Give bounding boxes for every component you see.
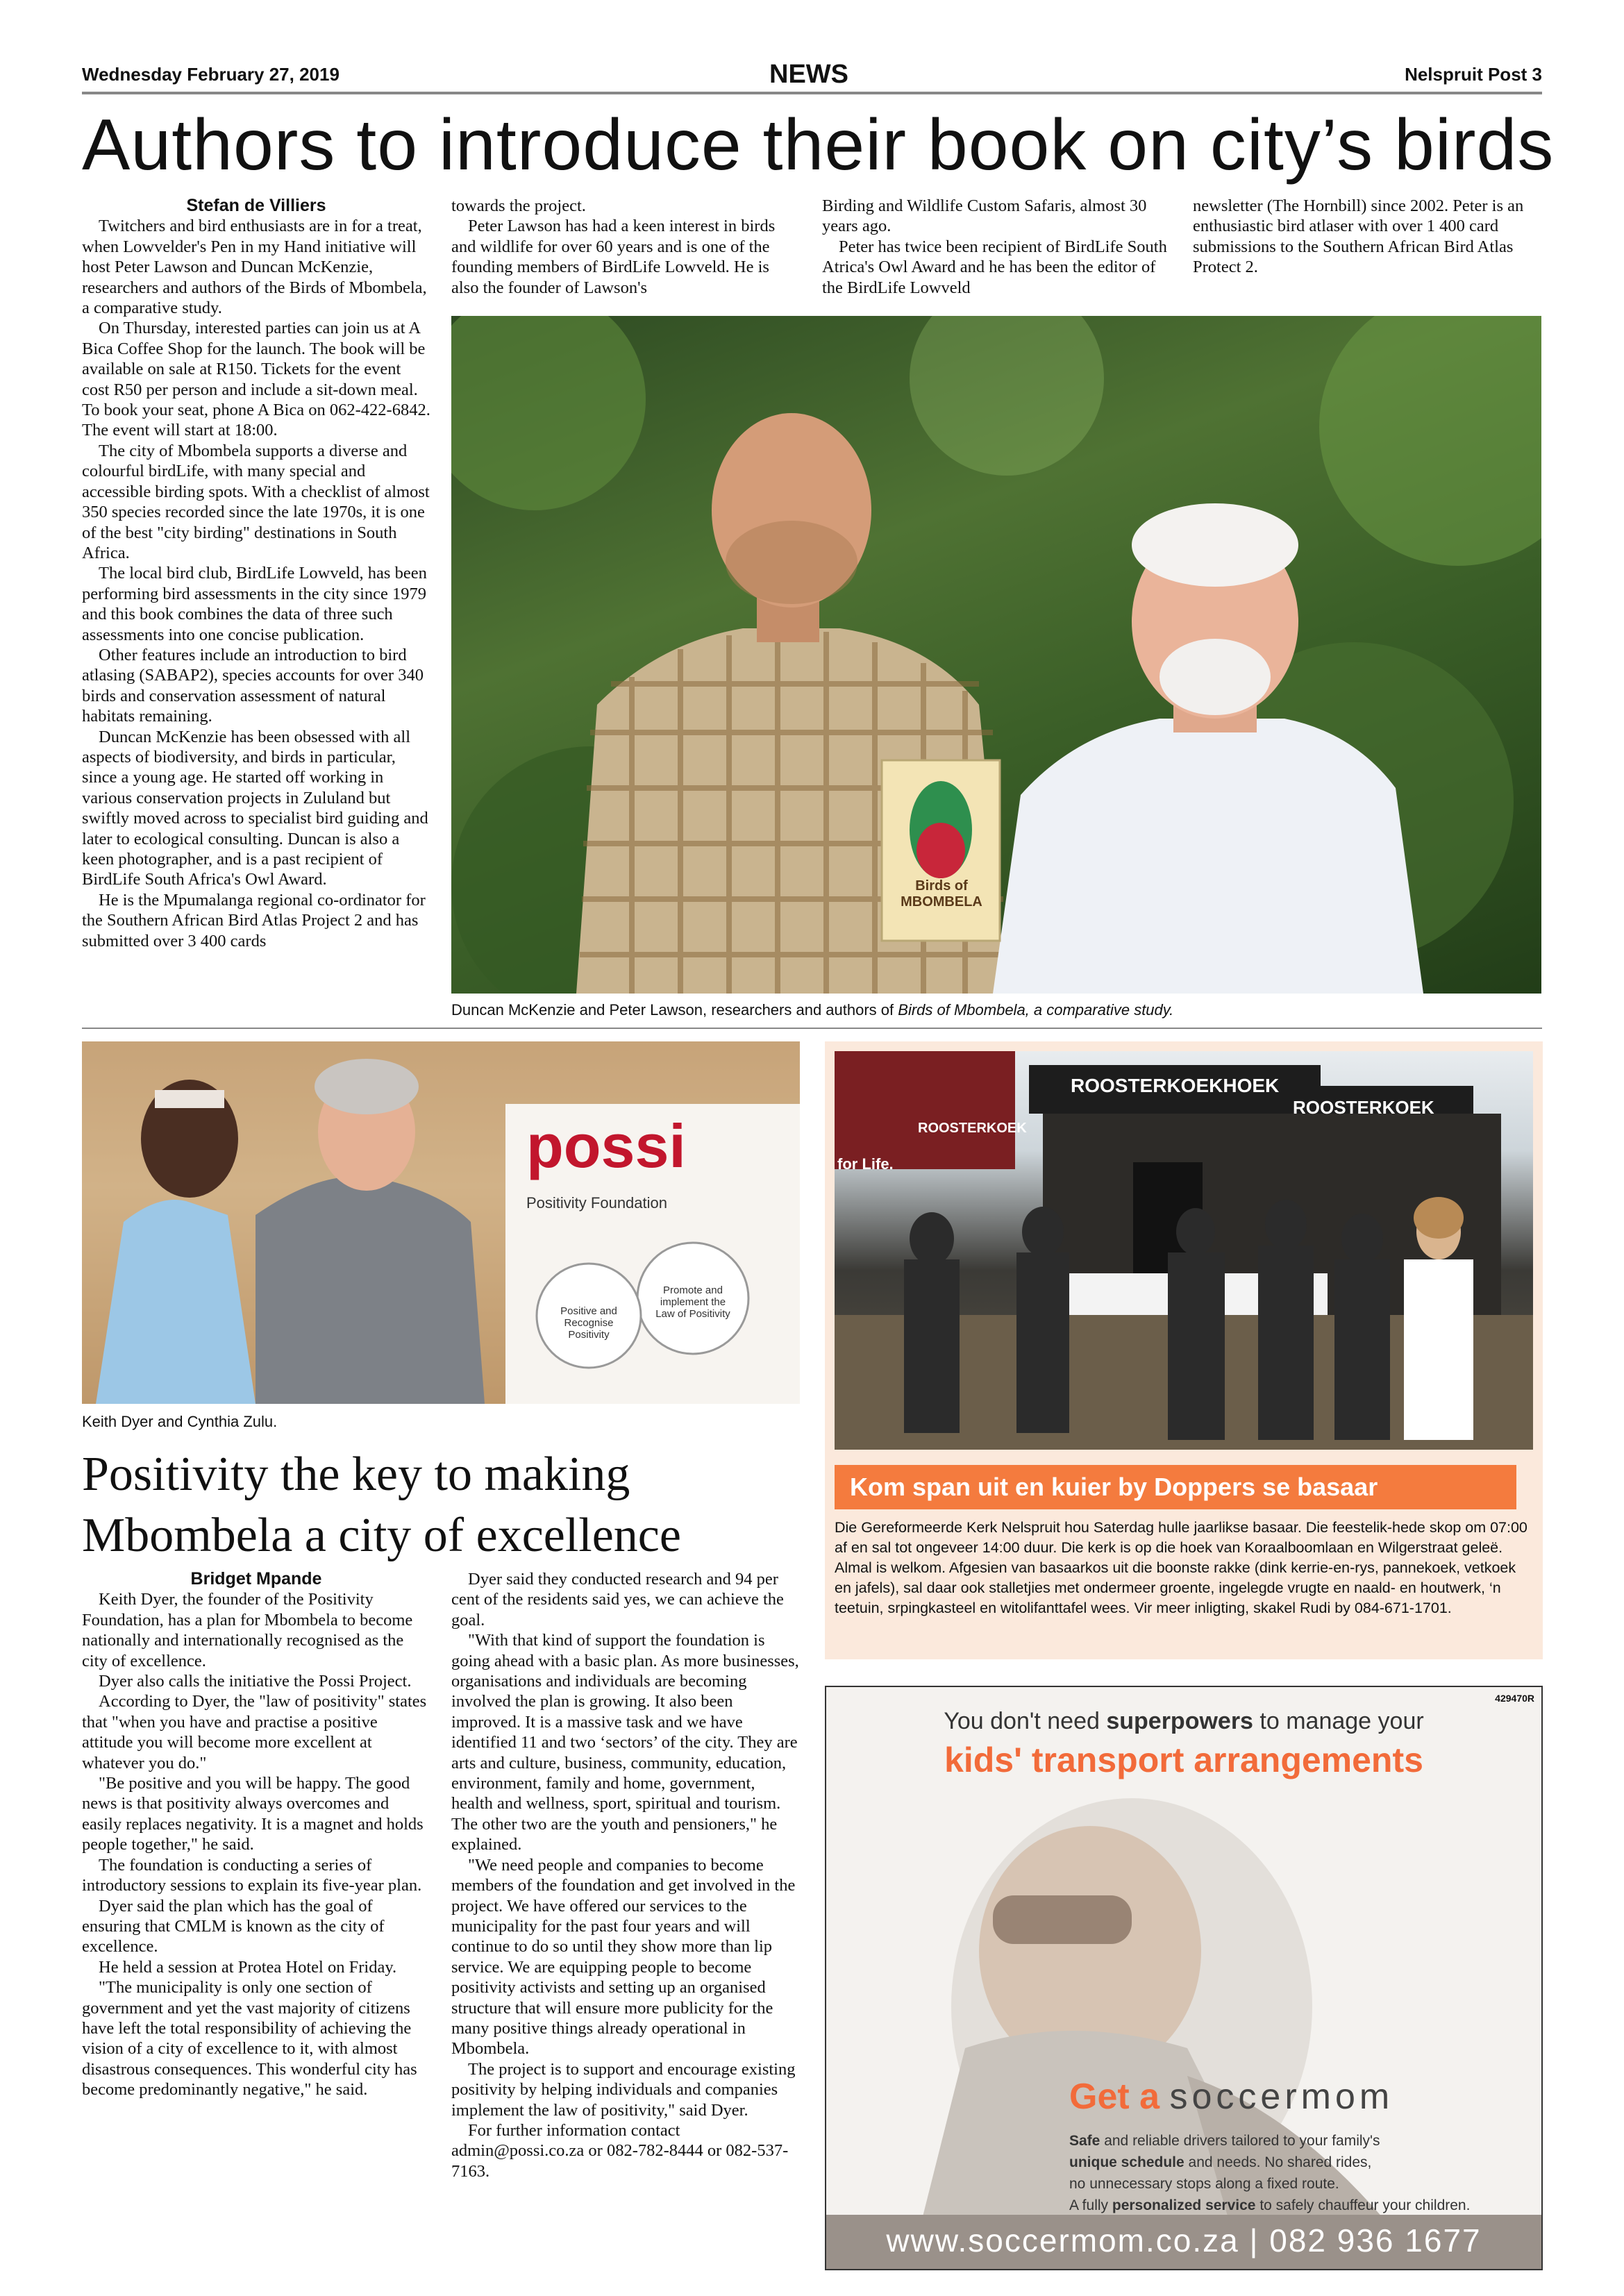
stall-sign-right: ROOSTERKOEK — [1293, 1097, 1434, 1118]
dyer-zulu-photo-illustration — [82, 1041, 800, 1404]
ad-phone: 082 936 1677 — [1269, 2222, 1482, 2259]
paragraph: For further information contact admin@possi.co.za or 082-782-8444 or 082-537-7163. — [451, 2120, 789, 2181]
paragraph: Keith Dyer, the founder of the Positivity Foundation, has a plan for Mbombela to become nationally and internationally recognised as the city of excellence. — [82, 1590, 413, 1670]
banner-fragment: for Life. — [837, 1155, 894, 1173]
paragraph: Dyer also calls the initiative the Possi Project. — [99, 1672, 412, 1691]
paragraph: Peter Lawson has had a keen interest in birds and wildlife for over 60 years and is one of the founding members of BirdLife Lowveld. He is also the founder of Lawson's — [451, 217, 776, 297]
paragraph: Duncan McKenzie has been obsessed with all aspects of biodiversity, and birds in particular, since a young age. He started off working in various conservation projects in Zululand but swiftly moved across to specialist bird guiding and later to ecological consulting. Duncan is also a keen photographer, and is a past recipient of BirdLife South Africa's Owl Award. — [82, 727, 428, 889]
paragraph: Peter has twice been recipient of BirdLife South Atrica's Owl Award and he has been the editor of the BirdLife Lowveld — [822, 237, 1167, 297]
banner-bubble-2: Promote and implement the Law of Positivity — [655, 1284, 730, 1320]
story1-column-1 — [82, 196, 430, 951]
story2-photo — [82, 1041, 800, 1404]
story2-column-1 — [82, 1569, 430, 2100]
bazaar-headline: Kom span uit en kuier by Doppers se basaar — [835, 1465, 1516, 1509]
paragraph: "With that kind of support the foundation is going ahead with a basic plan. As more businesses, organisations and individuals are becoming involved the plan is growing. It also been improved. It is a massive task and we have identified 11 and two ‘sectors’ of the city. They are arts and culture, business, community, education, environment, family and home, government, health and wellness, sport, spiritual and tourism. The other two are the youth and pensioners," he explained. — [451, 1631, 799, 1854]
paragraph: Other features include an introduction to bird atlasing (SABAP2), species accounts for over 340 birds and conservation assessment of natural habitats remaining. — [82, 645, 424, 726]
ad-url-link[interactable]: www.soccermom.co.za — [886, 2222, 1239, 2259]
issue-date: Wednesday February 27, 2019 — [82, 64, 340, 85]
paper-page: Nelspruit Post 3 — [1405, 64, 1542, 85]
stall-sign-main: ROOSTERKOEKHOEK — [1071, 1075, 1280, 1096]
book-cover-title: Birds of MBOMBELA — [901, 878, 982, 910]
paragraph: The foundation is conducting a series of introductory sessions to explain its five-year plan. — [82, 1855, 422, 1895]
story1-photo — [451, 316, 1541, 994]
story2-photo-caption: Keith Dyer and Cynthia Zulu. — [82, 1413, 278, 1430]
ad-brand: Get a soccermom — [1069, 2077, 1394, 2117]
story1-byline: Stefan de Villiers — [186, 196, 326, 215]
paragraph: towards the project. — [451, 196, 586, 215]
paragraph: The city of Mbombela supports a diverse and colourful birdLife, with many special and accessible birding spots. With a checklist of almost 350 species recorded since the late 1970s, it is one of the best "city birding" destinations in South Africa. — [82, 441, 430, 562]
banner-bubble-1: Positive and Recognise Positivity — [560, 1305, 617, 1341]
ad-line-2: kids' transport arrangements — [944, 1741, 1423, 1779]
story2-column-2 — [451, 1569, 800, 2181]
soccermom-ad — [825, 1686, 1543, 2270]
paragraph: According to Dyer, the "law of positivity" states that "when you have and practise a positive attitude you will become more excellent at whatever you do." — [82, 1692, 427, 1773]
ad-line-1: You don't need superpowers to manage your — [944, 1708, 1424, 1734]
paragraph: The local bird club, BirdLife Lowveld, has been performing bird assessments in the city since 1979 and this book combines the data of three such assessments into one concise publication. — [82, 564, 427, 644]
story1-photo-caption: Duncan McKenzie and Peter Lawson, researchers and authors of Birds of Mbombela, a comparative study. — [451, 1001, 1174, 1019]
story2-headline: Positivity the key to making Mbombela a city of excellence — [82, 1448, 681, 1562]
paragraph: "Be positive and you will be happy. The good news is that positivity always overcomes and easily replaces negativity. It is a magnet and holds people together," he said. — [82, 1774, 424, 1854]
story1-column-3 — [822, 196, 1171, 298]
possi-banner-subtitle: Positivity Foundation — [526, 1194, 667, 1212]
paragraph: newsletter (The Hornbill) since 2002. Peter is an enthusiastic bird atlaser with over 1 400 card submissions to the Southern African Bird Atlas Protect 2. — [1193, 196, 1524, 277]
story2-byline: Bridget Mpande — [190, 1569, 322, 1589]
header-rule — [82, 92, 1542, 94]
paragraph: Dyer said they conducted research and 94 per cent of the residents said yes, we can achieve the goal. — [451, 1570, 784, 1629]
paragraph: "The municipality is only one section of government and yet the vast majority of citizens have left the total responsibility of achieving the vision of a city of excellence to it, with almost disastrous consequences. This wonderful city has become predominantly negative," he said. — [82, 1978, 417, 2100]
story1-column-2 — [451, 196, 800, 298]
bazaar-photo — [835, 1051, 1533, 1450]
ad-contact: www.soccermom.co.za | 082 936 1677 — [886, 2222, 1482, 2259]
paragraph: "We need people and companies to become members of the foundation and get involved in the project. We have offered our services to the municipality for the past four years and will continue to do so until they show more than lip service. We are equipping people to become positivity activists and setting up an organised structure that will ensure more publicity for the many positive things already operational in Mbombela. — [451, 1855, 796, 2059]
paragraph: On Thursday, interested parties can join us at A Bica Coffee Shop for the launch. The book will be available on sale at R150. Tickets for the event cost R50 per person and include a sit-down meal. To book your seat, phone A Bica on 062-422-6842. — [82, 319, 430, 420]
authors-photo-illustration — [451, 316, 1541, 994]
story1-column-4 — [1193, 196, 1540, 278]
paragraph: Twitchers and bird enthusiasts are in for a treat, when Lowvelder's Pen in my Hand initiative will host Peter Lawson and Duncan McKenzie, researchers and authors of the Birds of Mbombela, a comparative study. — [82, 217, 427, 318]
ad-code: 429470R — [1495, 1693, 1534, 1704]
paragraph: Birding and Wildlife Custom Safaris, almost 30 years ago. — [822, 196, 1147, 236]
paragraph: He held a session at Protea Hotel on Friday. — [99, 1957, 397, 1977]
section-rule — [82, 1028, 1542, 1029]
ad-tagline: Safe and reliable drivers tailored to your family's unique schedule and needs. No shared rides, no unnecessary stops along a fixed route. A fully personalized service to safely chauffeur your children. — [1069, 2133, 1471, 2213]
paragraph: He is the Mpumalanga regional co-ordinator for the Southern African Bird Atlas Project 2 and has submitted over 3 400 cards — [82, 890, 426, 950]
section-label: NEWS — [769, 60, 848, 89]
stall-sign-left: ROOSTERKOEK — [918, 1121, 1027, 1136]
paragraph: Dyer said the plan which has the goal of ensuring that CMLM is known as the city of excellence. — [82, 1896, 385, 1956]
paragraph: The event will start at 18:00. — [82, 421, 278, 440]
possi-logo: possi — [526, 1112, 686, 1180]
bazaar-body: Die Gereformeerde Kerk Nelspruit hou Saterdag hulle jaarlikse basaar. Die feestelik-hede skop om 07:00 af en sal tot ongeveer 14:00 duur. Die kerk is op die hoek van Koraalboomlaan en Wilgerstraat geleë. Almal is welkom. Afgesien van basaarkos uit die boonste rakke (dink kerrie-en-rys, pannekoek, vetkoek en jafels), sal daar ook stalletjies met ondermeer groente, ingelegde vrugte en naald- en houtwerk, ‘n teetuin, srpingkasteel en witolifanttafel wees. Vir meer inligting, skakel Rudi by 084-671-1701. — [835, 1519, 1527, 1616]
story1-headline: Authors to introduce their book on city’s birds — [82, 105, 1555, 185]
paragraph: The project is to support and encourage existing positivity by helping individuals and companies implement the law of positivity," said Dyer. — [451, 2059, 796, 2120]
